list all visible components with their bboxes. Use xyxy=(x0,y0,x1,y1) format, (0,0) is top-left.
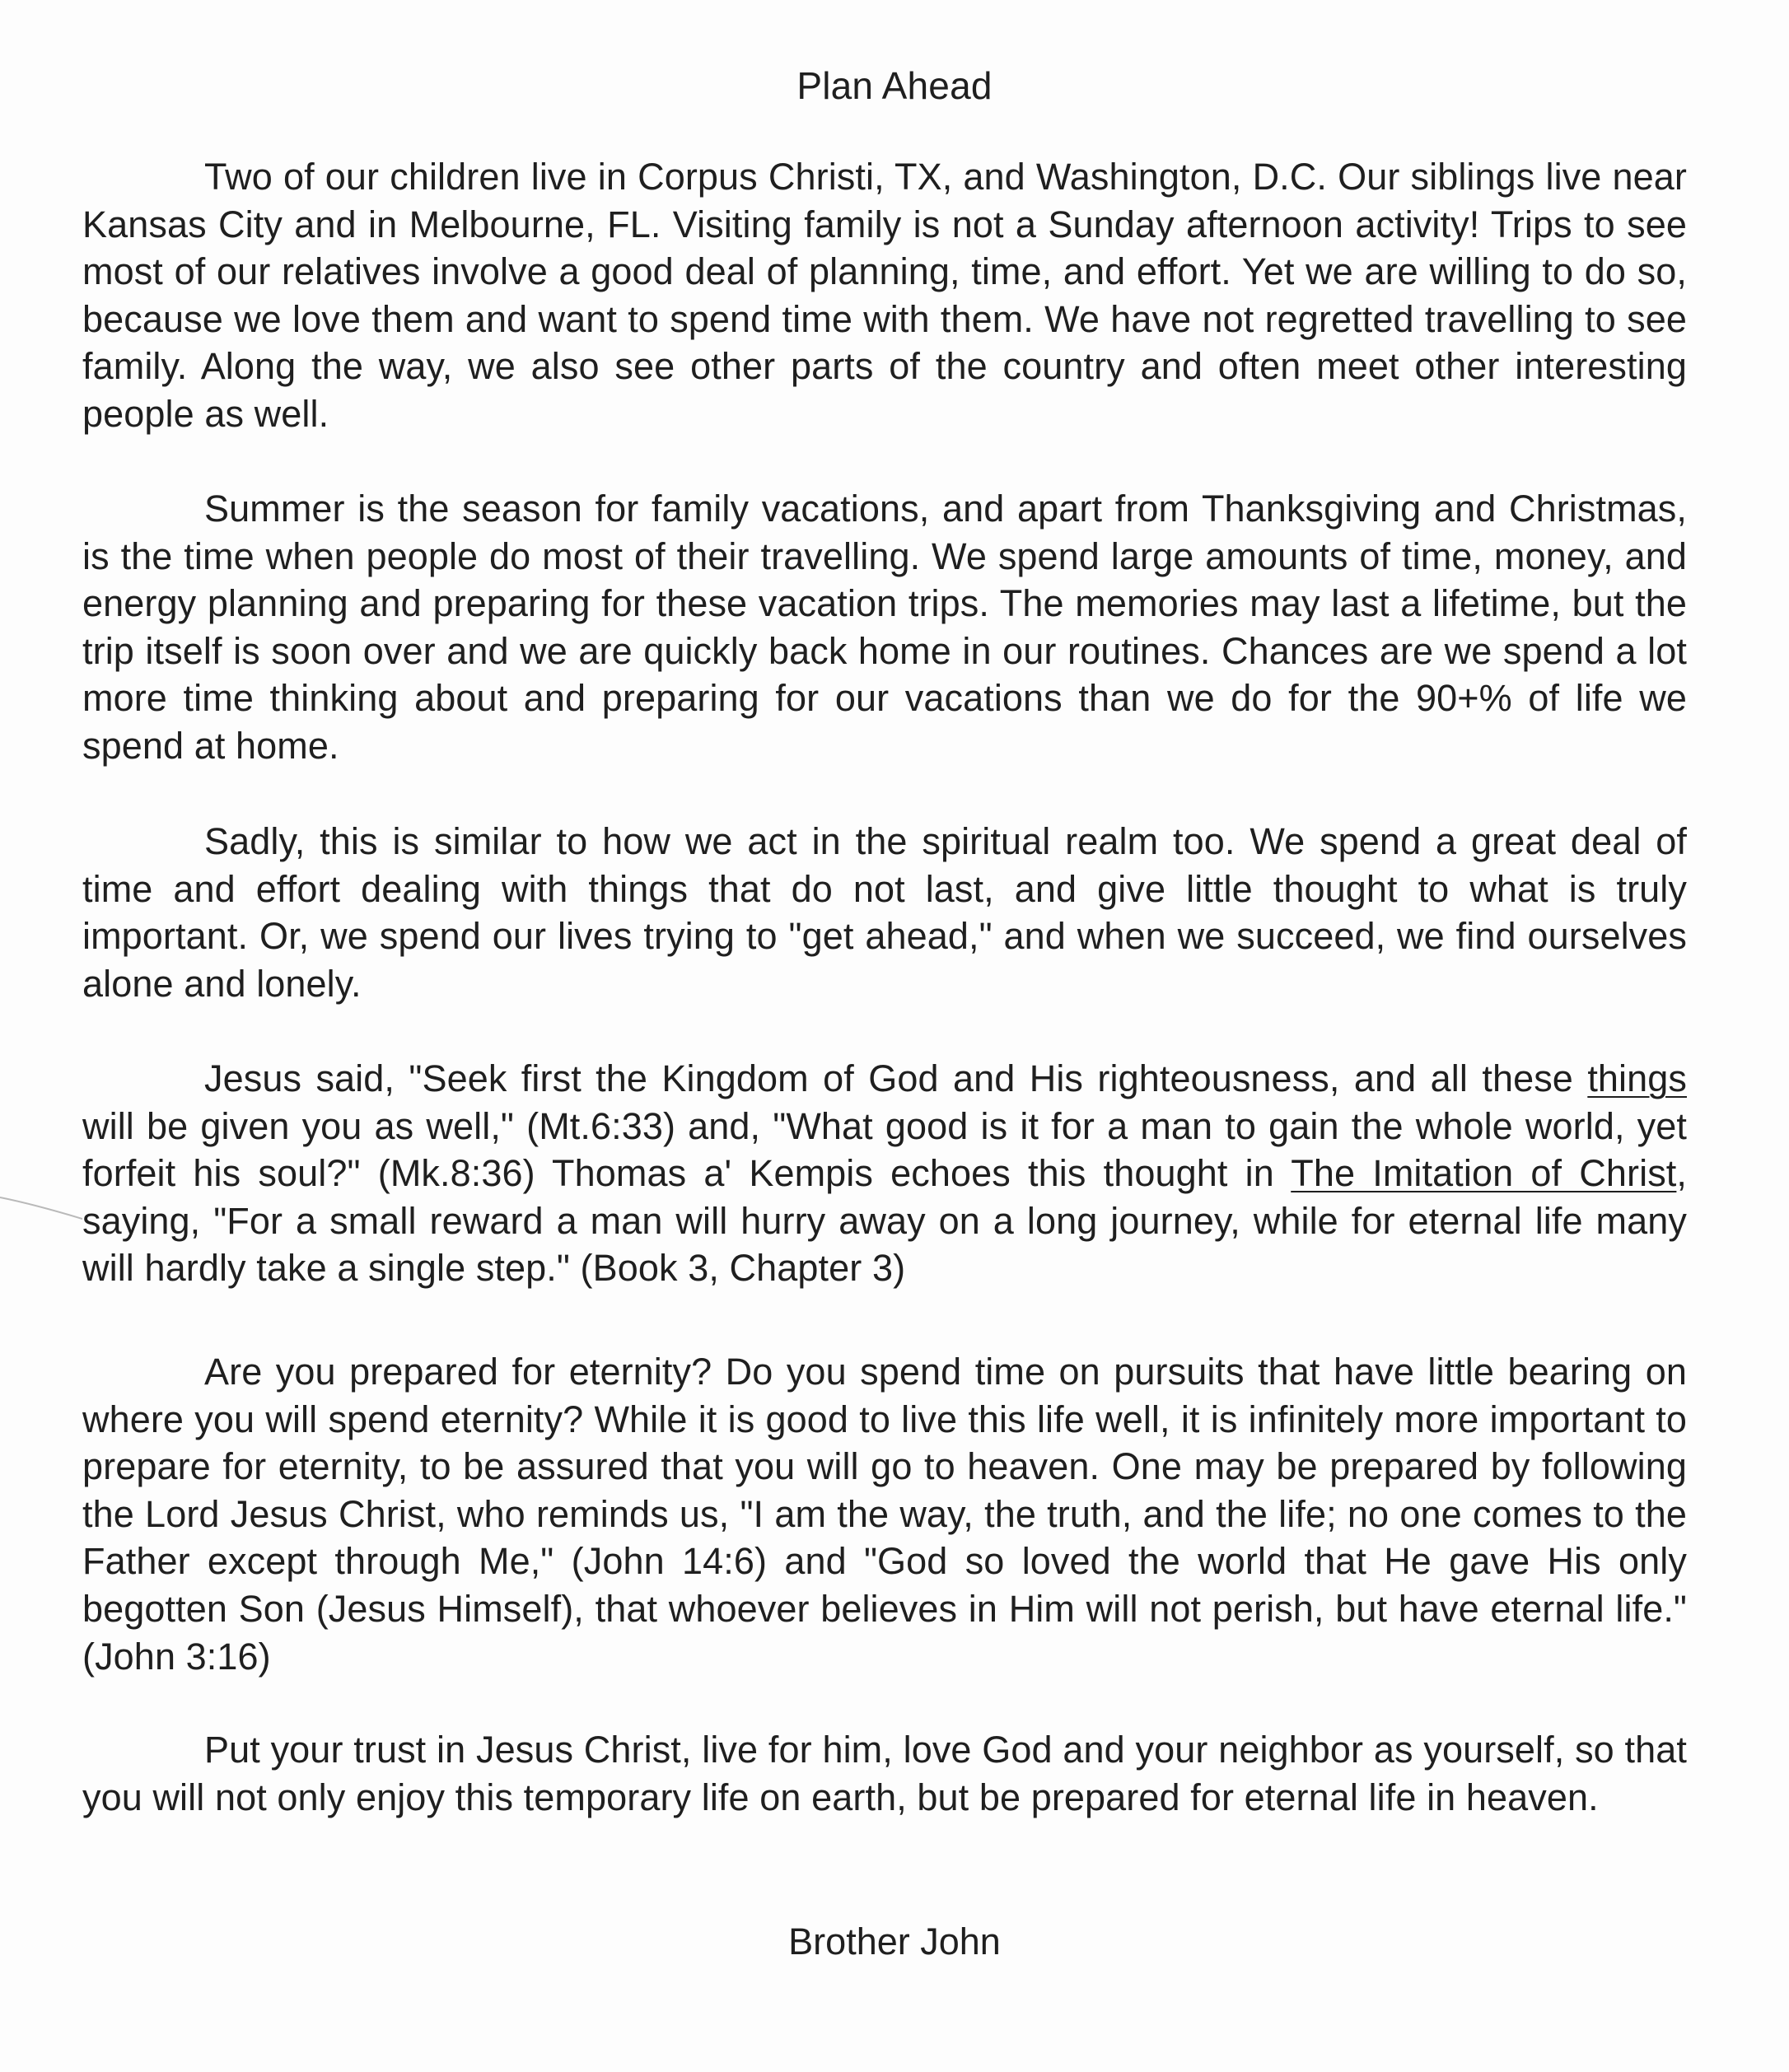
paragraph-4-text-1: Jesus said, "Seek first the Kingdom of God and His righteousness, and all these xyxy=(204,1057,1588,1099)
paragraph-1: Two of our children live in Corpus Christi, TX, and Washington, D.C. Our siblings live near Kansas City and in Melbourne, FL. Visiting family is not a Sunday afternoon activity! Trips to see most of our relatives involve a good deal of planning, time, and effort. Yet we are willing to do so, because we love them and want to spend time with them. We have not regretted travelling to see family. Along the way, we also see other parts of the country and often meet other interesting people as well. xyxy=(82,156,1687,435)
scan-artifact-line xyxy=(0,1192,82,1225)
book-title-imitation-of-christ: The Imitation of Christ xyxy=(1291,1152,1677,1195)
document-title: Plan Ahead xyxy=(796,64,993,107)
paragraph-4 xyxy=(82,1055,1687,1292)
paragraph-3: Sadly, this is similar to how we act in the spiritual realm too. We spend a great deal of time and effort dealing with things that do not last, and give little thought to what is truly important. Or, we spend our lives trying to "get ahead," and when we succeed, we find ourselves alone and lonely. xyxy=(82,820,1687,1005)
paragraph-6: Put your trust in Jesus Christ, live for him, love God and your neighbor as yourself, so that you will not only enjoy this temporary life on earth, but be prepared for eternal life in heaven. xyxy=(82,1729,1687,1818)
signature-line: Brother John xyxy=(788,1920,1001,1962)
underlined-word-things: things xyxy=(1587,1057,1687,1099)
paragraph-5: Are you prepared for eternity? Do you spend time on pursuits that have little bearing on where you will spend eternity? While it is good to live this life well, it is infinitely more important to prepare for eternity, to be assured that you will go to heaven. One may be prepared by following the Lord Jesus Christ, who reminds us, "I am the way, the truth, and the life; no one comes to the Father except through Me," (John 14:6) and "God so loved the world that He gave His only begotten Son (Jesus Himself), that whoever believes in Him will not perish, but have eternal life." (John 3:16) xyxy=(82,1351,1687,1678)
paragraph-4-text-3: , saying, "For a small reward a man will hurry away on a long journey, while for eternal life many will hardly take a single step." (Book 3, Chapter 3) xyxy=(82,1152,1688,1290)
paragraph-4-text-2: will be given you as well," (Mt.6:33) and, "What good is it for a man to gain the whole world, yet forfeit his soul?" (Mk.8:36) Thomas a' Kempis echoes this thought in xyxy=(82,1104,1687,1195)
paragraph-2: Summer is the season for family vacations, and apart from Thanksgiving and Christmas, is the time when people do most of their travelling. We spend large amounts of time, money, and energy planning and preparing for these vacation trips. The memories may last a lifetime, but the trip itself is soon over and we are quickly back home in our routines. Chances are we spend a lot more time thinking about and preparing for our vacations than we do for the 90+% of life we spend at home. xyxy=(82,488,1687,767)
